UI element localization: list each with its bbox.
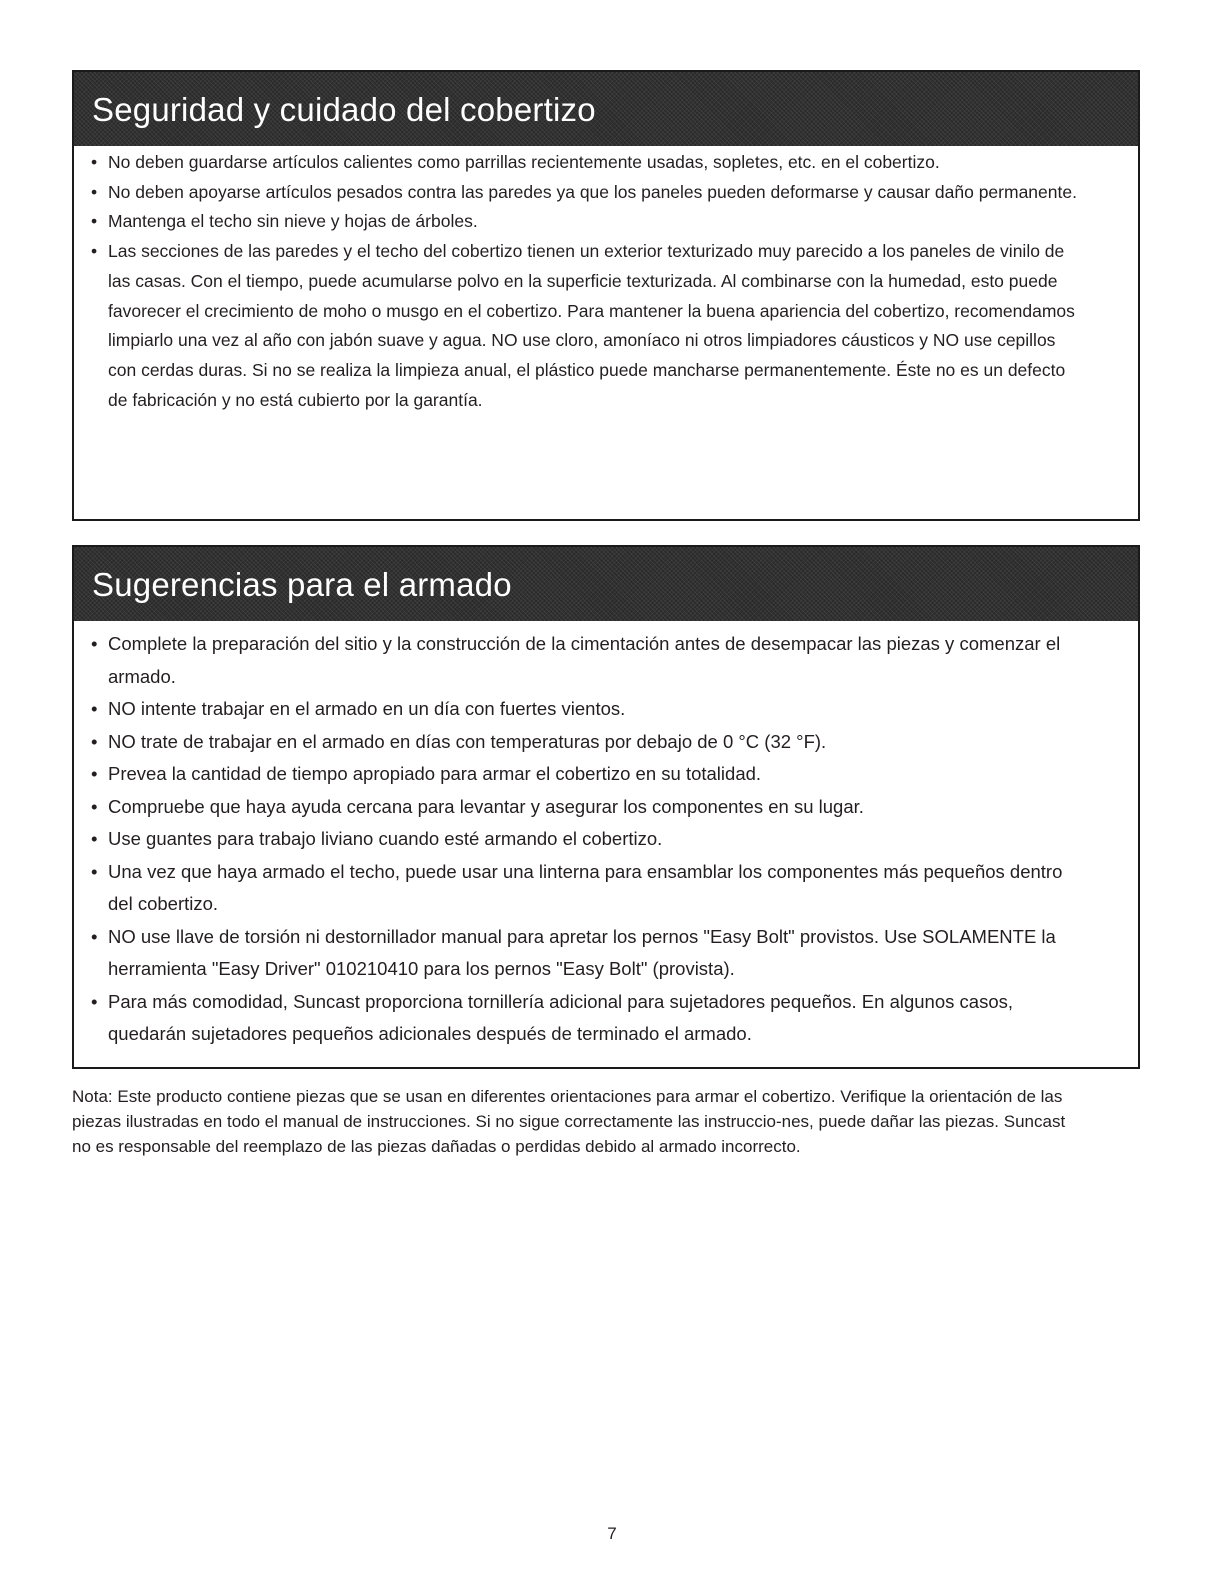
assembly-title: Sugerencias para el armado <box>92 565 512 603</box>
assembly-header <box>74 547 1138 621</box>
assembly-item-8: • NO use llave de torsión ni destornillador manual para apretar los pernos "Easy Bolt" provistos. Use SOLAMENTE la herramienta "Easy Driver" 010210410 para los pernos "Easy Bolt" (provista). <box>74 921 1138 986</box>
assembly-item-5: • Compruebe que haya ayuda cercana para levantar y asegurar los componentes en su lugar. <box>74 791 1138 824</box>
safety-header <box>74 72 1138 146</box>
page-number: 7 <box>607 1524 617 1543</box>
assembly-item-7: • Una vez que haya armado el techo, puede usar una linterna para ensamblar los componentes más pequeños dentro del cobertizo. <box>74 856 1138 921</box>
assembly-item-2: • NO intente trabajar en el armado en un día con fuertes vientos. <box>74 693 1138 726</box>
safety-section <box>72 70 1140 521</box>
assembly-item-3: • NO trate de trabajar en el armado en días con temperaturas por debajo de 0 °C (32 °F). <box>74 726 1138 759</box>
assembly-item-1: • Complete la preparación del sitio y la construcción de la cimentación antes de desempacar las piezas y comenzar el armado. <box>74 628 1138 693</box>
assembly-item-9: • Para más comodidad, Suncast proporciona tornillería adicional para sujetadores pequeños. En algunos casos, quedarán sujetadores pequeños adicionales después de terminado el armado. <box>74 986 1138 1051</box>
note-paragraph: Nota: Este producto contiene piezas que se usan en diferentes orientaciones para armar el cobertizo. Verifique la orientación de las piezas ilustradas en todo el manual de instrucciones. Si no sigue correctamente las instruccio-nes, puede dañar las piezas. Suncast no es responsable del reemplazo de las piezas dañadas o perdidas debido al armado incorrecto. <box>72 1087 1066 1156</box>
safety-item-2: • No deben apoyarse artículos pesados contra las paredes ya que los paneles pueden deformarse y causar daño permanente. <box>74 178 1138 208</box>
safety-list <box>74 148 1138 415</box>
assembly-item-4: • Prevea la cantidad de tiempo apropiado para armar el cobertizo en su totalidad. <box>74 758 1138 791</box>
safety-title: Seguridad y cuidado del cobertizo <box>92 90 596 128</box>
safety-item-4: • Las secciones de las paredes y el techo del cobertizo tienen un exterior texturizado muy parecido a los paneles de vinilo de las casas. Con el tiempo, puede acumularse polvo en la superficie texturizada. Al combinarse con la humedad, esto puede favorecer el crecimiento de moho o musgo en el cobertizo. Para mantener la buena apariencia del cobertizo, recomendamos limpiarlo una vez al año con jabón suave y agua. NO use cloro, amoníaco ni otros limpiadores cáusticos y NO use cepillos con cerdas duras. Si no se realiza la limpieza anual, el plástico puede mancharse permanentemente. Éste no es un defecto de fabricación y no está cubierto por la garantía. <box>74 237 1138 415</box>
safety-item-3: • Mantenga el techo sin nieve y hojas de árboles. <box>74 207 1138 237</box>
safety-item-1: • No deben guardarse artículos calientes como parrillas recientemente usadas, sopletes, etc. en el cobertizo. <box>74 148 1138 178</box>
assembly-item-6: • Use guantes para trabajo liviano cuando esté armando el cobertizo. <box>74 823 1138 856</box>
assembly-list <box>74 628 1138 1051</box>
assembly-section <box>72 545 1140 1069</box>
